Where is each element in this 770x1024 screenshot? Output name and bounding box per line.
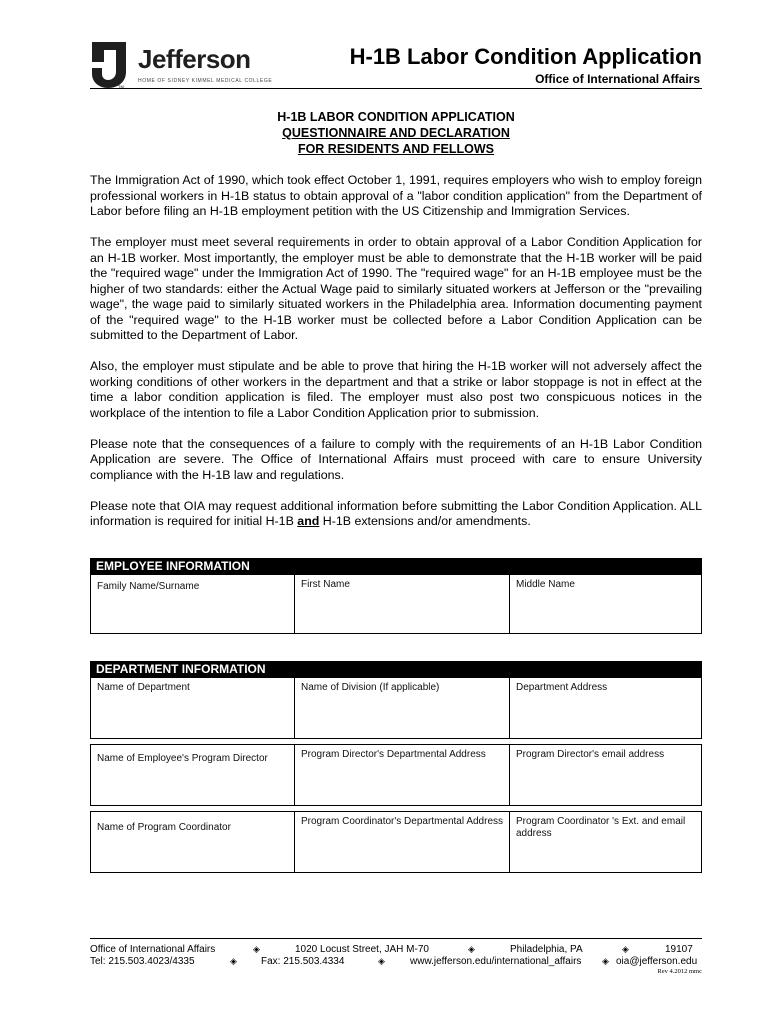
paragraph-5-emphasis: and: [297, 514, 320, 528]
program-coordinator-name-field[interactable]: Name of Program Coordinator: [91, 812, 295, 872]
footer-separator-icon: ◈: [602, 956, 609, 966]
jefferson-logo: [90, 40, 273, 92]
program-coordinator-address-field[interactable]: Program Coordinator's Departmental Address: [295, 812, 510, 872]
footer-separator-icon: ◈: [253, 944, 260, 954]
heading-line-2: QUESTIONNAIRE AND DECLARATION: [282, 126, 510, 140]
employee-section-header: EMPLOYEE INFORMATION: [90, 558, 702, 574]
footer-separator-icon: ◈: [378, 956, 385, 966]
paragraph-1: The Immigration Act of 1990, which took effect October 1, 1991, requires employers who wish to employ foreign professional workers in H-1B status to obtain approval of a "labor condition application" from the Department of Labor before filing an H-1B employment petition with the US Citizenship and Immigration Services.: [90, 173, 702, 218]
logo-name: Jefferson: [138, 44, 251, 74]
program-director-email-field[interactable]: Program Director's email address: [516, 749, 665, 760]
footer-divider: [90, 938, 702, 939]
middle-name-field[interactable]: Middle Name: [516, 579, 575, 590]
heading-line-3: FOR RESIDENTS AND FELLOWS: [297, 142, 495, 156]
department-section-header: DEPARTMENT INFORMATION: [90, 661, 702, 677]
footer-tel: Tel: 215.503.4023/4335: [90, 956, 195, 967]
department-name-field[interactable]: Name of Department: [91, 678, 295, 738]
employee-name-row: [90, 574, 702, 634]
footer-separator-icon: ◈: [622, 944, 629, 954]
document-subtitle: Office of International Affairs: [535, 72, 700, 86]
coordinator-row: [90, 811, 702, 873]
footer-fax: Fax: 215.503.4334: [261, 956, 345, 967]
footer-street: 1020 Locust Street, JAH M-70: [295, 944, 429, 955]
footer-office: Office of International Affairs: [90, 944, 216, 955]
footer-email[interactable]: oia@jefferson.edu: [616, 956, 698, 967]
first-name-field[interactable]: First Name: [295, 575, 510, 633]
program-director-address-field[interactable]: Program Director's Departmental Address: [295, 745, 510, 805]
document-title: H-1B Labor Condition Application: [349, 44, 702, 69]
jefferson-logo-icon: [90, 40, 128, 90]
footer-city: Philadelphia, PA: [510, 944, 583, 955]
form-heading: [90, 109, 702, 157]
department-row: [90, 677, 702, 739]
footer-separator-icon: ◈: [230, 956, 237, 966]
footer-web[interactable]: www.jefferson.edu/international_affairs: [410, 956, 582, 967]
revision-note: Rev 4.2012 mmc: [657, 968, 702, 975]
header-divider: [90, 88, 702, 89]
paragraph-5: [90, 499, 702, 530]
family-name-field[interactable]: Family Name/Surname: [91, 575, 295, 633]
logo-trademark: TM: [118, 84, 124, 89]
program-director-name-field[interactable]: Name of Employee's Program Director: [91, 745, 295, 805]
intro-text: [90, 173, 702, 545]
program-coordinator-email-field[interactable]: Program Coordinator 's Ext. and email address: [516, 816, 686, 839]
heading-line-1: H-1B LABOR CONDITION APPLICATION: [277, 110, 515, 124]
paragraph-4: Please note that the consequences of a failure to comply with the requirements of an H-1B Labor Condition Application are severe. The Office of International Affairs must proceed with care to ensure University compliance with the H-1B law and regulations.: [90, 436, 702, 482]
paragraph-5-start: Please note that OIA may request additional information before submitting the Labor Condition Application. ALL information is required for initial H-1B: [90, 498, 702, 528]
division-name-field[interactable]: Name of Division (If applicable): [295, 678, 510, 738]
paragraph-5-end: H-1B extensions and/or amendments.: [319, 514, 531, 528]
footer-line-1: [90, 944, 702, 956]
paragraph-3: Also, the employer must stipulate and be able to prove that hiring the H-1B worker will not adversely affect the working conditions of other workers in the department and that a strike or labor stoppage is not in effect at the time a labor condition application is filed. The employer must also post two conspicuous notices in the workplace of the intention to file a Labor Condition Application prior to submission.: [90, 359, 702, 420]
logo-tagline: HOME OF SIDNEY KIMMEL MEDICAL COLLEGE: [138, 78, 273, 84]
director-row: [90, 744, 702, 806]
footer-line-2: [90, 956, 702, 968]
footer-separator-icon: ◈: [468, 944, 475, 954]
footer-zip: 19107: [665, 944, 693, 955]
department-address-field[interactable]: Department Address: [516, 682, 608, 693]
paragraph-2: The employer must meet several requirements in order to obtain approval of a Labor Condition Application for an H-1B worker. Most importantly, the employer must be able to demonstrate that the H-1B worker will be paid the "required wage" under the Immigration Act of 1990. The "required wage" for an H-1B employee must be the higher of two standards: either the Actual Wage paid to similarly situated workers at Jefferson or the "prevailing wage", the wage paid to similarly situated workers in the Philadelphia area. Information documenting payment of the "required wage" to the H-1B worker must be collected before a Labor Condition Application can be submitted to the Department of Labor.: [90, 235, 702, 342]
